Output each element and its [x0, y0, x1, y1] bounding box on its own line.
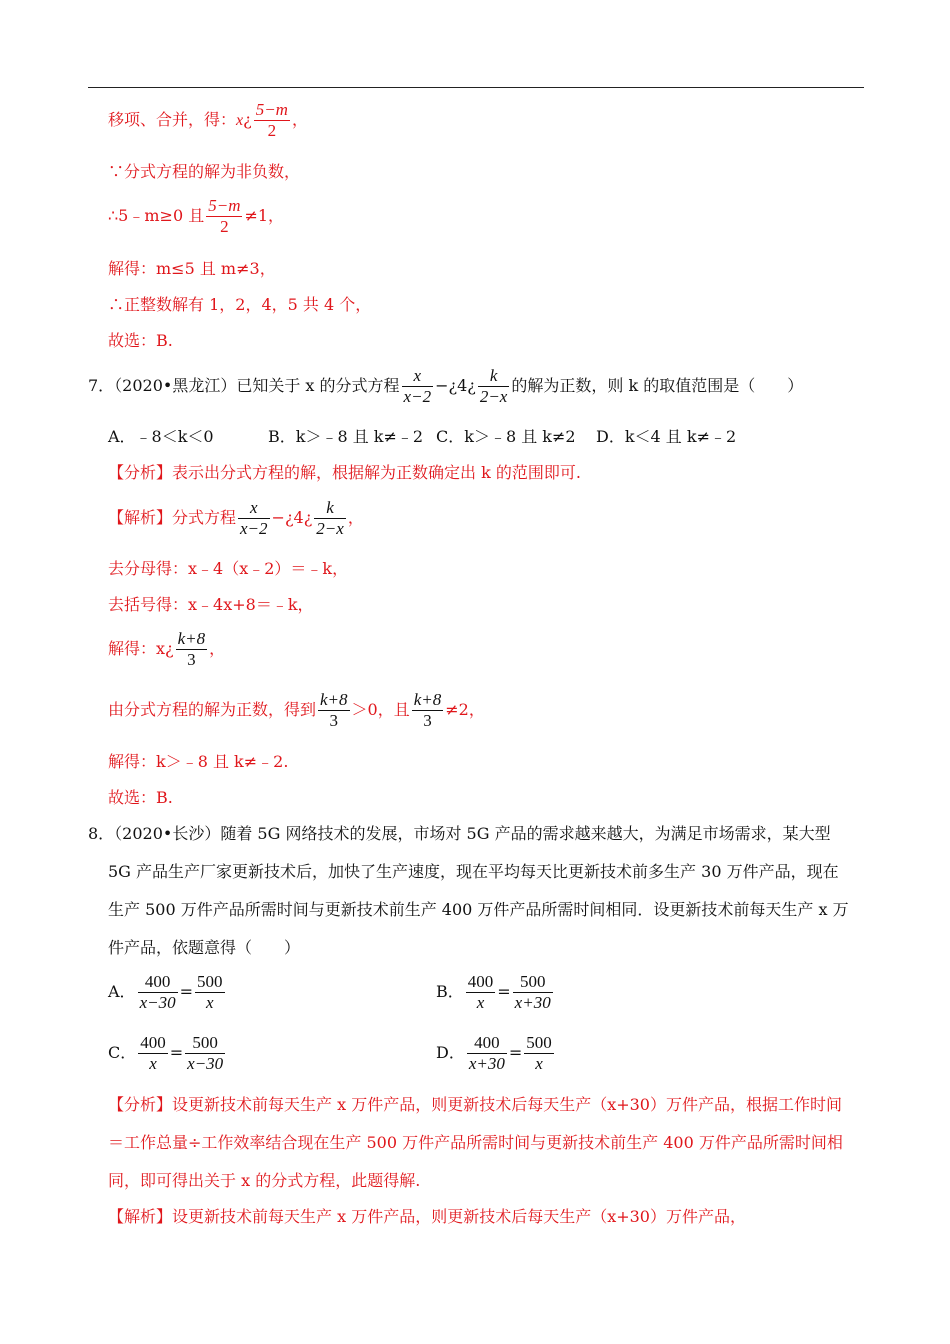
q8-analysis-1: 【分析】设更新技术前每天生产 x 万件产品，则更新技术后每天生产（x+30）万件产品，根据工作时间 [108, 1095, 842, 1114]
fraction: $\frac{400}{x}$ [467, 972, 494, 1012]
s1-line-3: ∴5﹣m≥0 且 $\frac{5-m}{2}$ ≠1， [108, 196, 285, 236]
s1-line-4: 解得：m≤5 且 m≠3， [108, 259, 276, 278]
q8-option-a[interactable]: A． $\frac{400}{x-30}$ = $\frac{500}{x}$ [108, 972, 223, 1012]
fraction: $\frac{400}{x}$ [140, 1033, 166, 1073]
q8-solution: 【解析】设更新技术前每天生产 x 万件产品，则更新技术后每天生产（x+30）万件产品， [108, 1207, 746, 1226]
q8-stem-4: 件产品，依题意得（ ） [108, 938, 301, 957]
q7-solution: 【解析】分式方程 $\frac{x}{x-2}$ −¿4¿ $\frac{k}{2-x}$ ， [108, 498, 364, 538]
q8-stem-2: 5G 产品生产厂家更新技术后，加快了生产速度，现在平均每天比更新技术前多生产 30 万件产品，现在 [108, 862, 839, 881]
fraction: $\frac{x}{x-2}$ [403, 366, 432, 406]
q7-option-a[interactable]: A．﹣8＜k＜0 [108, 427, 214, 446]
fraction: $\frac{k+8}{3}$ [320, 690, 348, 730]
fraction: $\frac{5-m}{2}$ [208, 196, 241, 236]
q8-stem-1: 8．（2020•长沙）随着 5G 网络技术的发展，市场对 5G 产品的需求越来越大，为满足市场需求，某大型 [88, 824, 831, 843]
fraction: $\frac{400}{x-30}$ [139, 972, 176, 1012]
text: ¿ [243, 110, 252, 129]
q8-option-b[interactable]: B． $\frac{400}{x}$ = $\frac{500}{x+30}$ [436, 972, 551, 1012]
q7-option-d[interactable]: D．k＜4 且 k≠﹣2 [596, 427, 737, 446]
q8-stem-3: 生产 500 万件产品所需时间与更新技术前生产 400 万件产品所需时间相同．设更新技术前每天生产 x 万 [108, 900, 849, 919]
q7-option-c[interactable]: C．k＞﹣8 且 k≠2 [436, 427, 576, 446]
q8-analysis-3: 同，即可得出关于 x 的分式方程，此题得解. [108, 1171, 421, 1190]
q7-step-2: 去括号得：x﹣4x+8＝﹣k， [108, 595, 314, 614]
fraction: $\frac{500}{x-30}$ [187, 1033, 224, 1073]
header-rule [88, 87, 864, 88]
q7-step-3: 解得：x¿ $\frac{k+8}{3}$ ， [108, 629, 226, 669]
q7-option-b[interactable]: B．k＞﹣8 且 k≠﹣2 [268, 427, 424, 446]
fraction: $\frac{k+8}{3}$ [177, 629, 206, 669]
text: 移项、合并，得： [108, 110, 237, 129]
fraction: $\frac{500}{x}$ [197, 972, 223, 1012]
fraction: $\frac{400}{x+30}$ [468, 1033, 505, 1073]
q7-analysis: 【分析】表示出分式方程的解，根据解为正数确定出 k 的范围即可. [108, 463, 581, 482]
q7-step-1: 去分母得：x﹣4（x﹣2）＝﹣k， [108, 559, 349, 578]
fraction: $\frac{k}{2-x}$ [316, 498, 344, 538]
fraction: $\frac{x}{x-2}$ [240, 498, 268, 538]
q7-step-6: 故选：B. [108, 788, 173, 807]
fraction: $\frac{500}{x+30}$ [514, 972, 551, 1012]
s1-line-1: 移项、合并，得：x¿ $\frac{5-m}{2}$ ， [108, 100, 308, 140]
q7-step-5: 解得：k＞﹣8 且 k≠﹣2. [108, 752, 289, 771]
q7-stem: 7．（2020•黑龙江）已知关于 x 的分式方程 $\frac{x}{x-2}$ −¿4¿ $\frac{k}{2-x}$ 的解为正数，则 k 的取值范围是（ ） [88, 366, 804, 406]
fraction: $\frac{5-m}{2}$ [255, 100, 288, 140]
q8-option-c[interactable]: C． $\frac{400}{x}$ = $\frac{500}{x-30}$ [108, 1033, 224, 1073]
s1-line-2: ∵分式方程的解为非负数， [108, 162, 301, 181]
fraction: $\frac{k+8}{3}$ [413, 690, 442, 730]
var: x [236, 112, 244, 129]
q8-option-d[interactable]: D． $\frac{400}{x+30}$ = $\frac{500}{x}$ [436, 1033, 552, 1073]
fraction: $\frac{k}{2-x}$ [479, 366, 508, 406]
q7-step-4: 由分式方程的解为正数，得到 $\frac{k+8}{3}$ ＞0，且 $\frac{k+8}{3}$ ≠2， [108, 690, 485, 730]
s1-line-5: ∴正整数解有 1，2，4，5 共 4 个， [108, 295, 372, 314]
fraction: $\frac{500}{x}$ [526, 1033, 552, 1073]
q8-analysis-2: ＝工作总量÷工作效率结合现在生产 500 万件产品所需时间与更新技术前生产 400 万件产品所需时间相 [108, 1133, 843, 1152]
s1-line-6: 故选：B. [108, 331, 173, 350]
